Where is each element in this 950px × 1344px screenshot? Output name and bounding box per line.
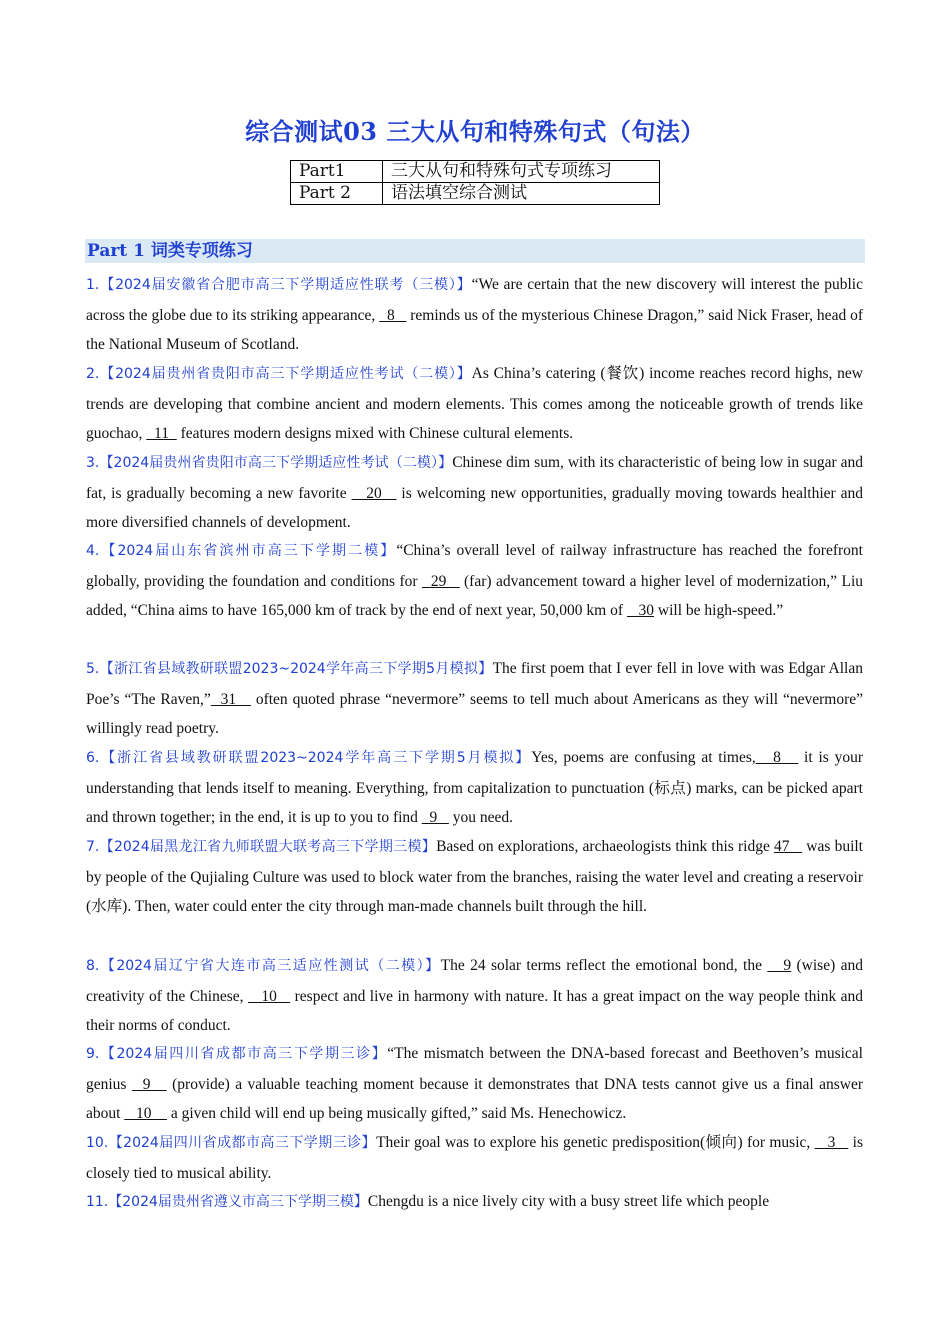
- question-4: [86, 536, 863, 626]
- question-source: 1.【2024届安徽省合肥市高三下学期适应性联考（三模）】: [86, 277, 472, 293]
- question-source: 11.【2024届贵州省遵义市高三下学期三模】: [86, 1194, 368, 1210]
- question-source: 9.【2024届四川省成都市高三下学期三诊】: [86, 1046, 388, 1062]
- answer-blank: 29: [422, 572, 460, 590]
- contents-row: [291, 161, 660, 183]
- contents-part-label: Part 2: [291, 183, 383, 205]
- question-text: (far) advancement toward a higher level of modernization,” Liu added, “China aims to have 165,000 km of track by the end of next year, 50,000 km of: [86, 572, 863, 620]
- answer-blank: 10: [124, 1105, 167, 1123]
- question-source: 2.【2024届贵州省贵阳市高三下学期适应性考试（二模）】: [86, 366, 472, 382]
- question-source: 8.【2024届辽宁省大连市高三适应性测试（二模）】: [86, 958, 441, 974]
- question-text: “The mismatch between the DNA-based forecast and Beethoven’s musical genius: [86, 1045, 863, 1093]
- page-title: 综合测试03 三大从句和特殊句式（句法）: [245, 117, 705, 146]
- question-text: Chengdu is a nice lively city with a busy street life which people: [367, 1193, 770, 1210]
- question-text: Chinese dim sum, with its characteristic of being low in sugar and fat, is gradually becoming a new favorite: [86, 454, 863, 502]
- question-text: (provide) a valuable teaching moment because it demonstrates that DNA tests cannot give us a final answer about: [86, 1075, 864, 1123]
- question-text: The 24 solar terms reflect the emotional bond, the: [440, 957, 768, 974]
- question-9: [86, 1039, 863, 1129]
- question-text: features modern designs mixed with Chinese cultural elements.: [176, 425, 574, 443]
- question-6: [86, 743, 863, 833]
- question-10: [86, 1128, 863, 1188]
- question-1: [86, 270, 863, 360]
- answer-blank: 8: [379, 306, 407, 324]
- question-text: “We are certain that the new discovery will interest the public across the globe due to its striking appearance,: [86, 276, 863, 324]
- answer-blank: 30: [626, 602, 655, 620]
- question-text: it is your understanding that lends itself to meaning. Everything, from capitalization to punctuation (标点) marks, can be picked apart and thrown together; in the end, it is up to you to find: [86, 749, 863, 827]
- answer-blank: 20: [351, 484, 397, 502]
- answer-blank: 10: [247, 987, 291, 1005]
- question-text: reminds us of the mysterious Chinese Dragon,” said Nick Fraser, head of the National Museum of Scotland.: [86, 306, 863, 354]
- part1-heading: Part 1 词类专项练习: [85, 239, 865, 263]
- question-7: [86, 832, 863, 922]
- question-8: [86, 951, 863, 1041]
- answer-blank: 9: [131, 1075, 167, 1093]
- contents-part-desc: 三大从句和特殊句式专项练习: [383, 161, 660, 183]
- question-text: (wise) and creativity of the Chinese,: [86, 957, 863, 1005]
- question-3: [86, 448, 863, 538]
- question-source: 6.【浙江省县域教研联盟2023~2024学年高三下学期5月模拟】: [86, 750, 532, 766]
- answer-blank: 31: [210, 690, 251, 708]
- question-text: a given child will end up being musically gifted,” said Ms. Henechowicz.: [166, 1105, 627, 1123]
- question-text: you need.: [448, 809, 514, 827]
- question-source: 5.【浙江省县域教研联盟2023~2024学年高三下学期5月模拟】: [86, 661, 493, 677]
- question-text: is closely tied to musical ability.: [86, 1134, 863, 1182]
- question-source: 4.【2024届山东省滨州市高三下学期二模】: [86, 543, 397, 559]
- question-text: The first poem that I ever fell in love with was Edgar Allan Poe’s “The Raven,”: [86, 660, 863, 708]
- question-source: 10.【2024届四川省成都市高三下学期三诊】: [86, 1135, 377, 1151]
- question-text: “China’s overall level of railway infrastructure has reached the forefront globally, providing the foundation and conditions for: [86, 542, 863, 590]
- question-text: As China’s catering (餐饮) income reaches record highs, new trends are developing that combine ancient and modern elements. This comes among the noticeable growth of trends like guochao,: [86, 365, 863, 443]
- question-text: Based on explorations, archaeologists think this ridge: [436, 838, 775, 855]
- contents-part-label: Part1: [291, 161, 383, 183]
- question-text: will be high-speed.”: [654, 602, 784, 620]
- question-source: 3.【2024届贵州省贵阳市高三下学期适应性考试（二模）】: [86, 455, 453, 471]
- contents-row: [291, 183, 660, 205]
- question-source: 7.【2024届黑龙江省九师联盟大联考高三下学期三模】: [86, 839, 437, 855]
- answer-blank: 8: [755, 749, 799, 766]
- question-text: is welcoming new opportunities, gradually moving towards healthier and more diversified channels of development.: [86, 484, 863, 532]
- question-text: Yes, poems are confusing at times,: [531, 749, 756, 766]
- question-text: respect and live in harmony with nature. It has a great impact on the way people think and their norms of conduct.: [86, 987, 864, 1035]
- question-text: was built by people of the Qujialing Culture was used to block water from the branches, raising the water level and creating a reservoir (水库). Then, water could enter the city through man-made channels built through the hill.: [86, 838, 863, 916]
- answer-blank: 11: [146, 425, 177, 443]
- answer-blank: 9: [421, 809, 449, 827]
- question-11: [86, 1187, 863, 1218]
- question-5: [86, 654, 863, 744]
- contents-part-desc: 语法填空综合测试: [383, 183, 660, 205]
- question-2: [86, 359, 863, 449]
- answer-blank: 9: [767, 957, 792, 974]
- answer-blank: 47: [774, 838, 803, 855]
- question-text: Their goal was to explore his genetic predisposition(倾向) for music,: [376, 1134, 815, 1151]
- contents-table: [290, 160, 660, 205]
- answer-blank: 3: [814, 1134, 849, 1151]
- question-text: often quoted phrase “nevermore” seems to tell much about Americans as they will “nevermore” willingly read poetry.: [86, 690, 863, 738]
